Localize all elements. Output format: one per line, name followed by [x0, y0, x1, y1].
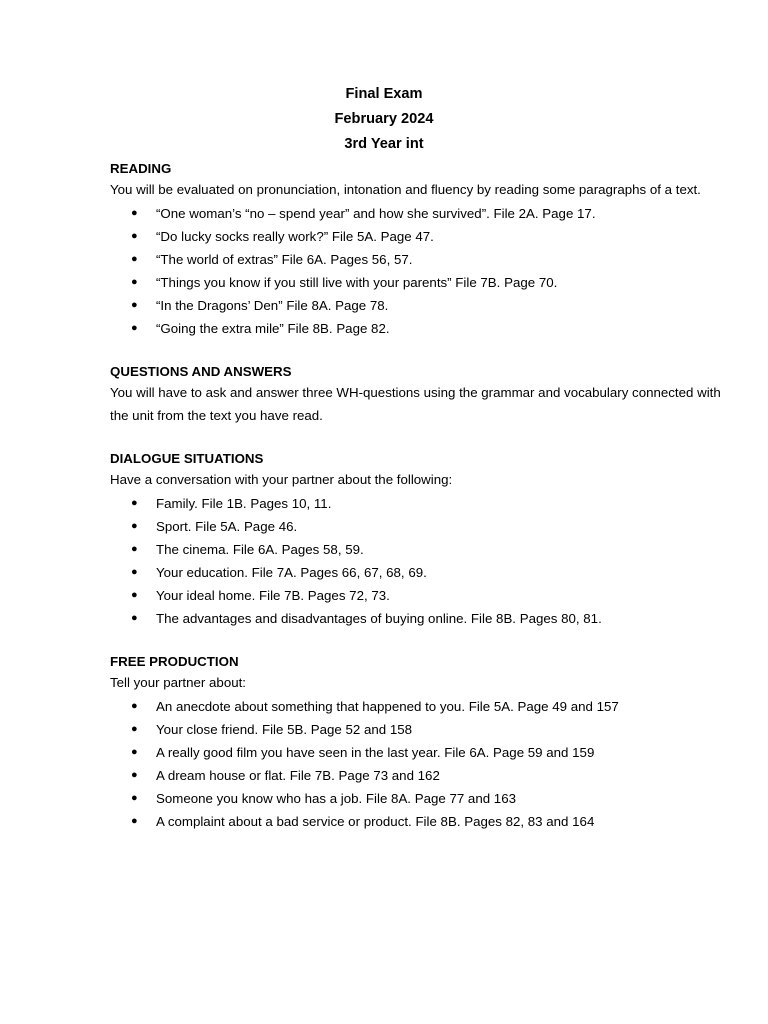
bullet-icon: ● [131, 565, 138, 578]
document-body [110, 158, 730, 833]
exam-level: 3rd Year int [344, 136, 424, 152]
free-production-intro: Tell your partner about: [110, 675, 247, 691]
list-item: ● Sport. File 5A. Page 46. [110, 515, 730, 538]
list-item: ● A complaint about a bad service or product. File 8B. Pages 82, 83 and 164 [110, 810, 730, 833]
bullet-icon: ● [131, 519, 138, 532]
bullet-icon: ● [131, 298, 138, 311]
reading-heading: READING [110, 161, 172, 176]
bullet-icon: ● [131, 275, 138, 288]
list-item: ● Your education. File 7A. Pages 66, 67, 68, 69. [110, 561, 730, 584]
bullet-icon: ● [131, 699, 138, 712]
list-item: ● A dream house or flat. File 7B. Page 73 and 162 [110, 764, 730, 787]
list-item: ● “In the Dragons’ Den” File 8A. Page 78. [110, 294, 730, 317]
bullet-icon: ● [131, 542, 138, 555]
list-item: ● Family. File 1B. Pages 10, 11. [110, 492, 730, 515]
list-item: ● “The world of extras” File 6A. Pages 56, 57. [110, 248, 730, 271]
list-item: ● An anecdote about something that happened to you. File 5A. Page 49 and 157 [110, 695, 730, 718]
questions-heading: QUESTIONS AND ANSWERS [110, 364, 292, 380]
list-item: ● “One woman’s “no – spend year” and how she survived”. File 2A. Page 17. [110, 202, 730, 225]
title-block [0, 84, 768, 159]
reading-list [110, 202, 730, 341]
list-item: ● “Do lucky socks really work?” File 5A. Page 47. [110, 225, 730, 248]
exam-title: Final Exam [345, 86, 423, 102]
free-production-list [110, 695, 730, 834]
bullet-icon: ● [131, 815, 138, 828]
spacer [110, 340, 730, 361]
bullet-icon: ● [131, 745, 138, 758]
spacer [110, 630, 730, 651]
list-item: ● A really good film you have seen in the last year. File 6A. Page 59 and 159 [110, 741, 730, 764]
questions-text: You will have to ask and answer three WH-questions using the grammar and vocabulary connected with the unit from the text you have read. [110, 385, 721, 423]
exam-date: February 2024 [334, 111, 434, 127]
list-item: ● “Things you know if you still live with your parents” File 7B. Page 70. [110, 271, 730, 294]
bullet-icon: ● [131, 206, 138, 219]
dialogue-list [110, 492, 730, 631]
list-item: ● Your close friend. File 5B. Page 52 and 158 [110, 718, 730, 741]
dialogue-intro: Have a conversation with your partner about the following: [110, 472, 453, 488]
dialogue-heading: DIALOGUE SITUATIONS [110, 451, 264, 467]
bullet-icon: ● [131, 229, 138, 242]
bullet-icon: ● [131, 792, 138, 804]
list-item: ● Someone you know who has a job. File 8A. Page 77 and 163 [110, 787, 730, 810]
list-item: ● Your ideal home. File 7B. Pages 72, 73. [110, 584, 730, 607]
bullet-icon: ● [131, 722, 138, 735]
bullet-icon: ● [131, 496, 138, 509]
list-item: ● The cinema. File 6A. Pages 58, 59. [110, 538, 730, 561]
bullet-icon: ● [131, 252, 138, 265]
list-item: ● “Going the extra mile” File 8B. Page 82. [110, 317, 730, 340]
bullet-icon: ● [131, 321, 138, 334]
bullet-icon: ● [131, 768, 138, 781]
free-production-heading: FREE PRODUCTION [110, 654, 239, 670]
list-item: ● The advantages and disadvantages of buying online. File 8B. Pages 80, 81. [110, 607, 730, 630]
spacer [110, 427, 730, 448]
bullet-icon: ● [131, 588, 138, 601]
reading-intro: You will be evaluated on pronunciation, intonation and fluency by reading some paragraphs of a text. [110, 182, 701, 197]
bullet-icon: ● [131, 612, 138, 625]
